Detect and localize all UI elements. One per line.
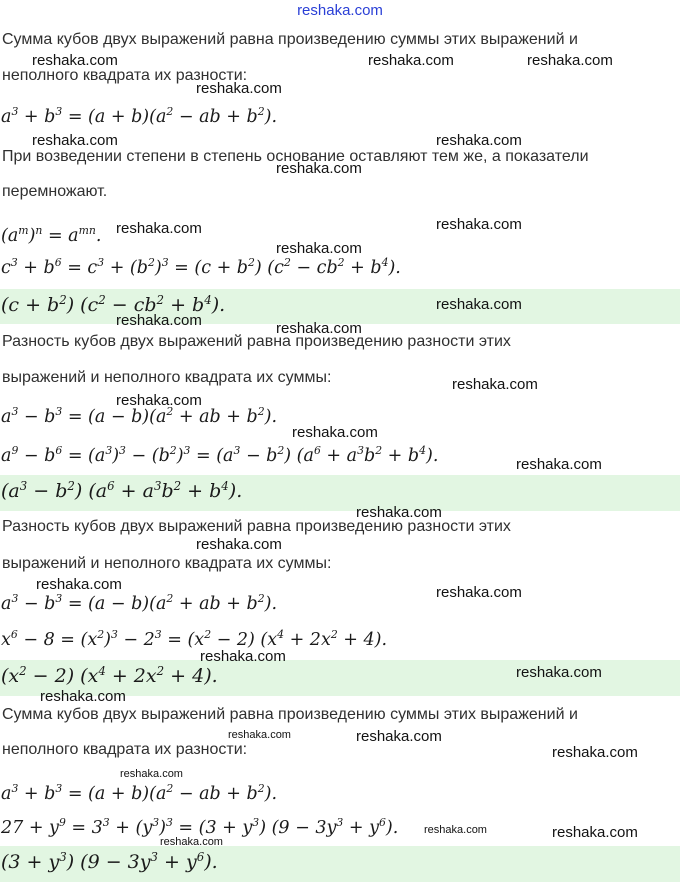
- watermark: reshaka.com: [196, 80, 282, 97]
- watermark: reshaka.com: [356, 728, 442, 745]
- watermark: reshaka.com: [436, 132, 522, 149]
- watermark: reshaka.com: [516, 456, 602, 473]
- watermark: reshaka.com: [116, 392, 202, 409]
- formula-sum-of-cubes: $a^3 + b^3 = (a + b)(a^2$ − ab + $b^2$).: [1, 105, 278, 127]
- rule-text: Сумма кубов двух выражений равна произведению суммы этих выражений и: [2, 31, 578, 48]
- rule-text: выражений и неполного квадрата их суммы:: [2, 555, 332, 572]
- watermark: reshaka.com: [196, 536, 282, 553]
- rule-text: Сумма кубов двух выражений равна произведению суммы этих выражений и: [2, 706, 578, 723]
- rule-text: выражений и неполного квадрата их суммы:: [2, 369, 332, 386]
- watermark: reshaka.com: [120, 768, 183, 780]
- solution-step: $a^9 - b^6 = (a^3)^3 - (b^2)^3 = (a^3 - b^2) (a^6 + a^3b^2 + b^4)$.: [1, 444, 439, 466]
- watermark: reshaka.com: [32, 52, 118, 69]
- watermark: reshaka.com: [36, 576, 122, 593]
- watermark: reshaka.com: [516, 664, 602, 681]
- answer: $(a^3 - b^2) (a^6 + a^3b^2 + b^4)$.: [1, 478, 243, 502]
- watermark: reshaka.com: [292, 424, 378, 441]
- watermark: reshaka.com: [160, 836, 223, 848]
- watermark: reshaka.com: [116, 312, 202, 329]
- formula-difference-of-cubes: $a^3 - b^3 = (a - b)(a^2$ + ab + $b^2$).: [1, 405, 278, 427]
- site-header[interactable]: reshaka.com: [297, 2, 383, 19]
- watermark: reshaka.com: [200, 648, 286, 665]
- watermark: reshaka.com: [276, 160, 362, 177]
- watermark: reshaka.com: [356, 504, 442, 521]
- watermark: reshaka.com: [527, 52, 613, 69]
- watermark: reshaka.com: [228, 729, 291, 741]
- rule-text: неполного квадрата их разности:: [2, 741, 248, 758]
- watermark: reshaka.com: [552, 744, 638, 761]
- answer: $(x^2 - 2) (x^4 + 2x^2 + 4)$.: [1, 663, 218, 687]
- solution-step: $c^3 + b^6 = c^3 + (b^2)^3 = (c + b^2) (c^2 - cb^2 + b^4)$.: [1, 256, 401, 278]
- watermark: reshaka.com: [436, 216, 522, 233]
- rule-text: перемножают.: [2, 183, 108, 200]
- rule-text: неполного квадрата их разности:: [2, 67, 248, 84]
- watermark: reshaka.com: [276, 320, 362, 337]
- watermark: reshaka.com: [276, 240, 362, 257]
- rule-text: Разность кубов двух выражений равна произведению разности этих: [2, 333, 511, 350]
- watermark: reshaka.com: [32, 132, 118, 149]
- formula-difference-of-cubes: $a^3 - b^3 = (a - b)(a^2$ + ab + $b^2$).: [1, 592, 278, 614]
- watermark: reshaka.com: [424, 824, 487, 836]
- watermark: reshaka.com: [552, 824, 638, 841]
- rule-text: При возведении степени в степень основание оставляют тем же, а показатели: [2, 148, 589, 165]
- answer: $(c + b^2)$ $(c^2 - cb^2 + b^4)$.: [1, 292, 226, 316]
- formula-sum-of-cubes: $a^3 + b^3 = (a + b)(a^2$ − ab + $b^2$).: [1, 782, 278, 804]
- solution-step: $27 + y^9 = 3^3 + (y^3)^3 = (3 + y^3) (9 - 3y^3 + y^6)$.: [1, 816, 399, 838]
- watermark: reshaka.com: [368, 52, 454, 69]
- formula-power-of-power: $(a^m)^n = a^{mn}$.: [1, 224, 102, 246]
- watermark: reshaka.com: [116, 220, 202, 237]
- watermark: reshaka.com: [452, 376, 538, 393]
- rule-text: Разность кубов двух выражений равна произведению разности этих: [2, 518, 511, 535]
- answer: $(3 + y^3)$ $(9 - 3y^3 + y^6)$.: [1, 849, 218, 873]
- watermark: reshaka.com: [436, 584, 522, 601]
- watermark: reshaka.com: [40, 688, 126, 705]
- watermark: reshaka.com: [436, 296, 522, 313]
- solution-step: $x^6 - 8 = (x^2)^3 - 2^3 = (x^2 - 2) (x^4 + 2x^2 + 4)$.: [1, 628, 388, 650]
